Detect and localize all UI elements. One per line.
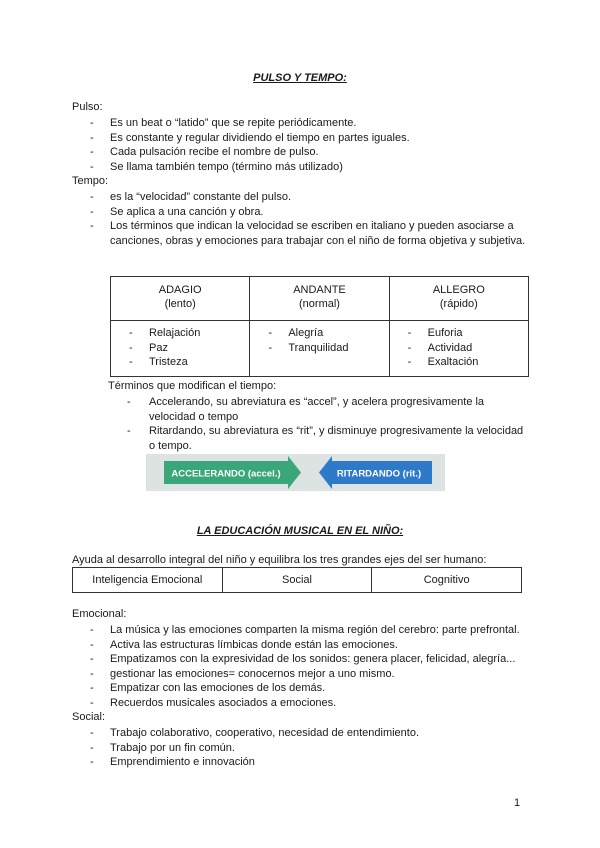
list-item: - Ritardando, su abreviatura es “rit”, y disminuye progresivamente la velocidad o tempo. xyxy=(127,424,527,453)
axis-cognitivo: Cognitivo xyxy=(372,568,522,593)
list-item: - es la “velocidad” constante del pulso. xyxy=(90,190,535,205)
column-name: ANDANTE xyxy=(293,284,346,296)
column-sub: (rápido) xyxy=(439,298,478,310)
column-name: ALLEGRO xyxy=(432,284,485,296)
list-item: - Se llama también tempo (término más utilizado) xyxy=(90,160,530,175)
social-list xyxy=(90,726,540,770)
adagio-emotions xyxy=(129,326,249,370)
list-item: - Recuerdos musicales asociados a emociones. xyxy=(90,696,540,711)
table-cell-allegro xyxy=(389,321,528,377)
modifiers-label: Términos que modifican el tiempo: xyxy=(108,380,277,392)
list-item: - Tranquilidad xyxy=(268,341,388,356)
tempo-arrows-svg xyxy=(146,454,445,491)
table-header-allegro xyxy=(389,277,528,321)
tempo-table xyxy=(110,276,529,377)
table-cell-adagio xyxy=(111,321,250,377)
list-item: - Se aplica a una canción y obra. xyxy=(90,205,535,220)
list-item: - Es un beat o “latido” que se repite periódicamente. xyxy=(90,116,530,131)
list-item: - Trabajo por un fin común. xyxy=(90,741,540,756)
list-item: - gestionar las emociones= conocernos mejor a uno mismo. xyxy=(90,667,540,682)
list-item: - Actividad xyxy=(408,341,528,356)
column-name: ADAGIO xyxy=(158,284,202,296)
list-item: - Los términos que indican la velocidad se escriben en italiano y pueden asociarse a canciones, obras y emociones para trabajar con el niño de forma objetiva y subjetiva. xyxy=(90,219,535,248)
tempo-label: Tempo: xyxy=(72,175,109,187)
table-header-adagio xyxy=(111,277,250,321)
list-item: - Accelerando, su abreviatura es “accel”, y acelera progresivamente la velocidad o tempo xyxy=(127,395,527,424)
axis-social: Social xyxy=(222,568,372,593)
column-sub: (lento) xyxy=(164,298,196,310)
pulso-label: Pulso: xyxy=(72,101,103,113)
table-header-row xyxy=(111,277,529,321)
list-item: - Cada pulsación recibe el nombre de pulso. xyxy=(90,145,530,160)
allegro-emotions xyxy=(408,326,528,370)
list-item: - Alegría xyxy=(268,326,388,341)
modifiers-list xyxy=(127,395,527,453)
emocional-label: Emocional: xyxy=(72,608,127,620)
list-item: - Exaltación xyxy=(408,355,528,370)
list-item: - Paz xyxy=(129,341,249,356)
list-item: - Empatizamos con la expresividad de los sonidos: genera placer, felicidad, alegría... xyxy=(90,652,540,667)
axes-table xyxy=(72,567,522,593)
list-item: - Trabajo colaborativo, cooperativo, necesidad de entendimiento. xyxy=(90,726,540,741)
list-item: - Emprendimiento e innovación xyxy=(90,755,540,770)
pulso-list xyxy=(90,116,530,174)
section-title-pulso-tempo: PULSO Y TEMPO: xyxy=(253,72,347,84)
intro-text: Ayuda al desarrollo integral del niño y equilibra los tres grandes ejes del ser humano: xyxy=(72,554,487,566)
list-item: - La música y las emociones comparten la misma región del cerebro: parte prefrontal. xyxy=(90,623,540,638)
table-cell-andante xyxy=(250,321,389,377)
table-row xyxy=(111,321,529,377)
table-row xyxy=(73,568,522,593)
section-title-educacion-musical: LA EDUCACIÓN MUSICAL EN EL NIÑO: xyxy=(196,525,404,537)
axis-emocional: Inteligencia Emocional xyxy=(73,568,223,593)
tempo-list xyxy=(90,190,535,248)
list-item: - Relajación xyxy=(129,326,249,341)
emocional-list xyxy=(90,623,540,710)
andante-emotions xyxy=(268,326,388,355)
column-sub: (normal) xyxy=(299,298,340,310)
list-item: - Es constante y regular dividiendo el tiempo en partes iguales. xyxy=(90,131,530,146)
list-item: - Tristeza xyxy=(129,355,249,370)
table-header-andante xyxy=(250,277,389,321)
social-label: Social: xyxy=(72,711,106,723)
list-item: - Euforia xyxy=(408,326,528,341)
ritardando-label: RITARDANDO (rit.) xyxy=(336,468,422,480)
page-number: 1 xyxy=(514,797,521,809)
list-item: - Activa las estructuras límbicas donde están las emociones. xyxy=(90,638,540,653)
list-item: - Empatizar con las emociones de los demás. xyxy=(90,681,540,696)
tempo-arrows-image xyxy=(146,454,445,491)
accelerando-label: ACCELERANDO (accel.) xyxy=(171,468,281,480)
